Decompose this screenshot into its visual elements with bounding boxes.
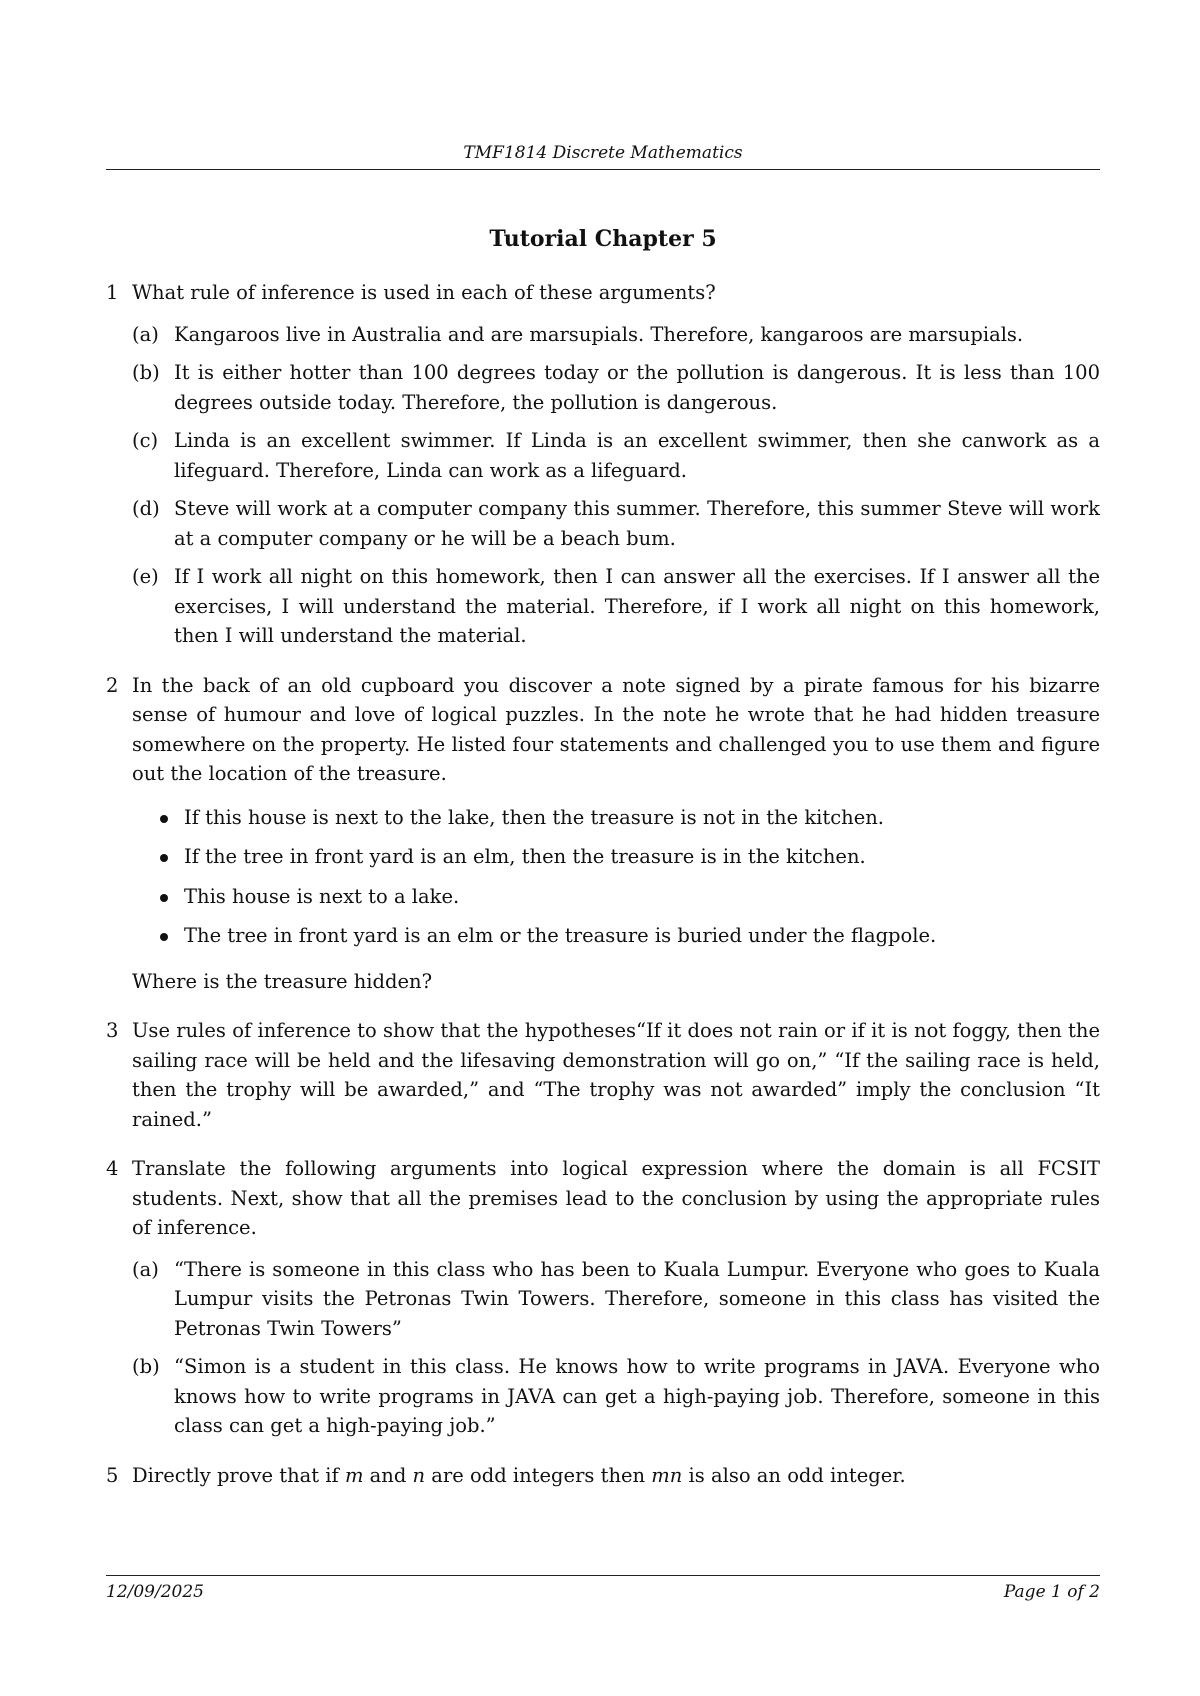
part-text: Steve will work at a computer company this summer. Therefore, this summer Steve will work at a computer company or he will be a beach bum. [174,497,1100,550]
list-item: If this house is next to the lake, then the treasure is not in the kitchen. [132,803,1100,833]
question-text: What rule of inference is used in each of these arguments? [132,281,716,304]
math-variable: mn [651,1463,683,1487]
part-label: (b) [132,1355,160,1378]
question-3 [106,1016,1100,1134]
footer-rule [106,1575,1100,1576]
tutorial-content [106,278,1100,1510]
question-text: In the back of an old cupboard you discover a note signed by a pirate famous for his bizarre sense of humour and love of logical puzzles. In the note he wrote that he had hidden treasure somewhere on the property. He listed four statements and challenged you to use them and figure out the location of the treasure. [132,673,1100,785]
part-text: Linda is an excellent swimmer. If Linda is an excellent swimmer, then she canwork as a lifeguard. Therefore, Linda can work as a lifeguard. [174,429,1100,482]
page-title: Tutorial Chapter 5 [489,226,717,252]
part-text: “Simon is a student in this class. He knows how to write programs in JAVA. Everyone who knows how to write programs in JAVA can get a high-paying job. Therefore, someone in this class can get a high-paying job.” [174,1355,1100,1437]
question-part [132,358,1100,417]
page-number: Page 1 of 2 [1003,1582,1100,1602]
part-label: (e) [132,565,159,588]
part-label: (b) [132,361,160,384]
question-part [132,562,1100,651]
question-text: Directly prove that if m and n are odd integers then mn is also an odd integer. [132,1463,906,1487]
question-4 [106,1154,1100,1441]
part-text: “There is someone in this class who has been to Kuala Lumpur. Everyone who goes to Kuala Lumpur visits the Petronas Twin Towers. Therefore, someone in this class has visited the Petronas Twin Towers” [174,1257,1100,1340]
part-label: (c) [132,429,159,452]
question-2 [106,671,1100,997]
bullet-icon [160,933,168,941]
header-rule [106,169,1100,170]
list-item: This house is next to a lake. [132,882,1100,912]
part-text: Kangaroos live in Australia and are marsupials. Therefore, kangaroos are marsupials. [174,322,1024,346]
question-4-parts [132,1255,1100,1441]
running-header: TMF1814 Discrete Mathematics [463,143,743,163]
question-number: 2 [106,673,119,697]
part-text: It is either hotter than 100 degrees today or the pollution is dangerous. It is less than 100 degrees outside today. Therefore, the pollution is dangerous. [174,361,1100,414]
question-text: Translate the following arguments into logical expression where the domain is all FCSIT students. Next, show that all the premises lead to the conclusion by using the appropriate rules of inference. [132,1157,1100,1239]
part-label: (d) [132,497,160,520]
question-part [132,1352,1100,1441]
statement-list [132,803,1100,951]
question-number: 4 [106,1157,119,1180]
question-1-parts [132,320,1100,651]
question-prompt: Where is the treasure hidden? [132,969,433,993]
footer-date: 12/09/2025 [106,1582,204,1602]
bullet-icon [160,854,168,862]
question-number: 3 [106,1019,119,1042]
question-number: 5 [106,1463,119,1487]
math-variable: m [344,1463,364,1487]
part-label: (a) [132,322,159,346]
question-part [132,494,1100,553]
question-part [132,426,1100,485]
math-variable: n [412,1463,426,1487]
question-part [132,1255,1100,1344]
question-number: 1 [106,281,119,304]
part-text: If I work all night on this homework, then I can answer all the exercises. If I answer all the exercises, I will understand the material. Therefore, if I work all night on this homework, then I will understand the material. [174,565,1100,647]
question-5 [106,1461,1100,1491]
bullet-icon [160,815,168,823]
question-1 [106,278,1100,651]
bullet-icon [160,894,168,902]
part-label: (a) [132,1257,159,1281]
question-text: Use rules of inference to show that the hypotheses“If it does not rain or if it is not foggy, then the sailing race will be held and the lifesaving demonstration will go on,” “If the sailing race is held, then the trophy will be awarded,” and “The trophy was not awarded” imply the conclusion “It rained.” [132,1019,1100,1131]
question-part [132,320,1100,350]
list-item: If the tree in front yard is an elm, then the treasure is in the kitchen. [132,842,1100,872]
list-item: The tree in front yard is an elm or the treasure is buried under the flagpole. [132,921,1100,951]
